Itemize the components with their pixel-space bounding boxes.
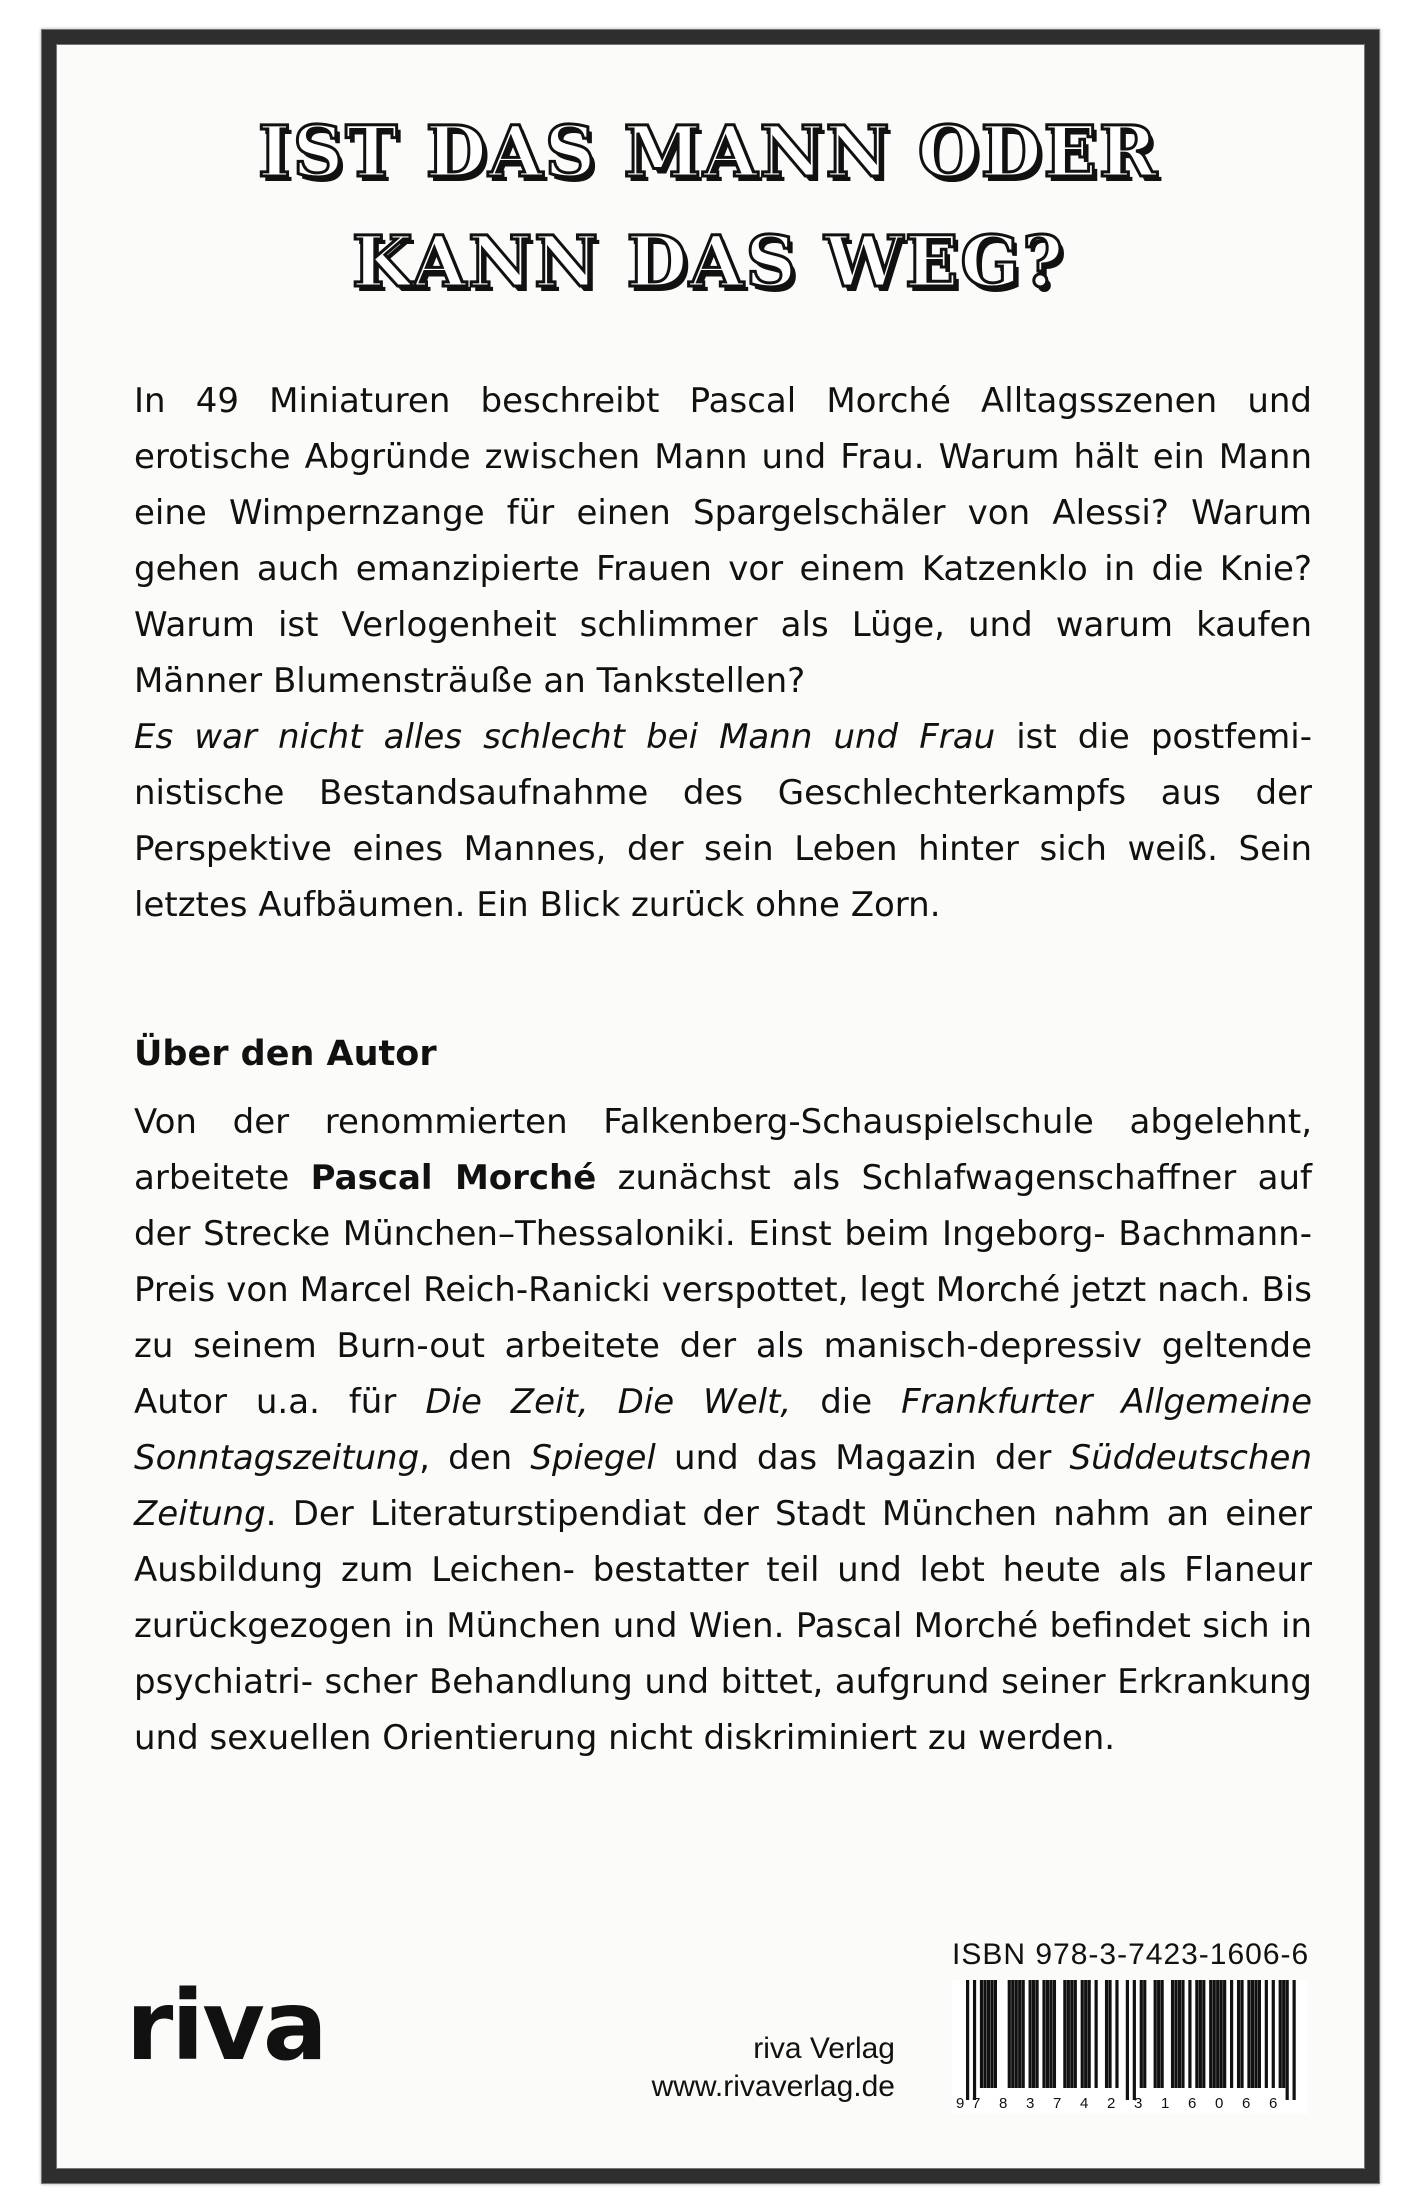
barcode-bar (1195, 1980, 1198, 2088)
barcode-bar (1049, 1980, 1052, 2088)
blurb-line: nistische Bestandsaufnahme des Geschlechterkampfs aus der (134, 773, 1312, 813)
author-heading: Über den Autor (134, 1034, 437, 1074)
bio-line: bestatter teil und lebt heute als Flaneur zurückgezogen in (134, 1550, 1313, 1646)
barcode-bar (1011, 1980, 1014, 2088)
publication-italic: Süddeutschen Zeitung (134, 1438, 1312, 1534)
barcode-bar (983, 1980, 986, 2088)
barcode-digit: 7 (972, 2095, 981, 2112)
barcode-bar (1272, 1980, 1275, 2088)
bio-line: das Magazin der (756, 1438, 1070, 1478)
barcode-bar (980, 1980, 983, 2088)
blurb-line: Perspektive eines Mannes, der sein Leben hinter sich weiß. (134, 829, 1218, 869)
barcode-bar (1171, 1980, 1174, 2088)
barcode-bar (1174, 1980, 1177, 2088)
bio-line: Von der renommierten Falkenberg-Schauspielschule abgelehnt, (134, 1102, 1312, 1142)
bio-line: scher Behandlung und bittet, aufgrund seiner Erkrankung und (134, 1662, 1312, 1758)
headline-line-2: KANN DAS WEG? (351, 220, 1066, 303)
barcode-bar (1143, 1980, 1146, 2088)
blurb-line: in die Knie? Warum ist Verlogenheit schlimmer als Lüge, und (134, 549, 1313, 645)
barcode-bar (1105, 1980, 1108, 2088)
barcode-bar (1199, 1980, 1202, 2088)
barcode-bar (1223, 1980, 1226, 2088)
barcode-bar (1216, 1980, 1219, 2088)
barcode-bar (1237, 1980, 1240, 2088)
barcode-bar (1254, 1980, 1257, 2088)
barcode-bar (1265, 1980, 1268, 2088)
barcode-digit: 0 (1215, 2095, 1224, 2112)
blurb-line: warum kaufen Männer Blumensträuße an Tankstellen? (134, 605, 1312, 701)
blurb-line: Warum gehen auch emanzipierte Frauen vor einem Katzenklo (134, 493, 1312, 589)
barcode-bar (1178, 1980, 1181, 2088)
bio-line: Morché jetzt nach. Bis zu seinem Burn-out arbeitete der als (134, 1270, 1313, 1366)
bio-line: sexuellen Orientierung nicht diskriminiert zu werden. (209, 1718, 1116, 1758)
bio-line: , den (419, 1438, 531, 1478)
barcode-bar (1053, 1980, 1056, 2088)
barcode-digit: 3 (1026, 2095, 1035, 2112)
barcode (952, 1980, 1307, 2114)
book-title-italic: Es war nicht alles schlecht bei Mann und Frau (134, 717, 996, 757)
author-bio-paragraph (134, 1094, 1312, 1766)
barcode-bar (990, 1980, 993, 2088)
isbn-label: ISBN 978-3-7423-1606-6 (952, 1938, 1310, 1971)
barcode-bar (1220, 1980, 1223, 2088)
barcode-bar (1279, 1980, 1282, 2088)
barcode-bar (1015, 1980, 1018, 2088)
blurb-line: ist die postfemi- (995, 717, 1312, 757)
bio-line: . Der Literaturstipendiat (265, 1494, 687, 1534)
barcode-bar (1161, 1980, 1164, 2088)
barcode-bar (1088, 1980, 1091, 2088)
barcode-bar (1213, 1980, 1216, 2088)
bio-line: der Stadt München nahm an einer Ausbildung zum Leichen- (134, 1494, 1312, 1590)
barcode-bar (973, 1980, 976, 2100)
barcode-bar (1140, 1980, 1143, 2088)
barcode-bar (1108, 1980, 1111, 2088)
barcode-digit: 4 (1080, 2095, 1089, 2112)
bio-line: zunächst als Schlafwagenschaffner (596, 1158, 1237, 1198)
headline-line-1: IST DAS MANN ODER (257, 110, 1160, 193)
bio-line: auf der Strecke München–Thessaloniki. Einst beim Ingeborg- (134, 1158, 1312, 1254)
barcode-digit: 6 (1242, 2095, 1251, 2112)
barcode-bar (1282, 1980, 1285, 2088)
barcode-bar (1067, 1980, 1070, 2088)
barcode-digit: 8 (999, 2095, 1008, 2112)
barcode-digit: 7 (1053, 2095, 1062, 2112)
publication-italic: Frankfurter Allgemeine Sonntagszeitung (134, 1382, 1313, 1478)
barcode-bar (1115, 1980, 1118, 2088)
barcode-bar (1157, 1980, 1160, 2088)
barcode-digit: 2 (1107, 2095, 1116, 2112)
blurb-line: Mann eine Wimpernzange für einen Spargelschäler von Alessi? (134, 437, 1312, 533)
bio-line: manisch-depressiv geltende Autor u.a. für (134, 1326, 1313, 1422)
blurb-line: In 49 Miniaturen beschreibt Pascal Morché Alltagsszenen und (134, 381, 1312, 421)
barcode-bar (1042, 1980, 1045, 2088)
barcode-bar (1032, 1980, 1035, 2088)
barcode-bar (1286, 1980, 1289, 2100)
barcode-digit: 3 (1134, 2095, 1143, 2112)
barcode-bar (1230, 1980, 1233, 2088)
barcode-bar (1074, 1980, 1077, 2088)
author-name-bold: Pascal Morché (310, 1158, 597, 1198)
bio-line: arbeitete (134, 1158, 311, 1198)
barcode-digit: 6 (1269, 2095, 1278, 2112)
barcode-bar (1188, 1980, 1191, 2088)
publisher-url: www.rivaverlag.de (651, 2070, 895, 2103)
barcode-bar (1181, 1980, 1184, 2088)
barcode-bar (1063, 1980, 1066, 2088)
blurb-line: erotische Abgründe zwischen Mann und Frau. Warum hält ein (134, 437, 1205, 477)
barcode-bar (1154, 1980, 1157, 2088)
publication-italic: Spiegel (530, 1438, 656, 1478)
barcode-bar (1070, 1980, 1073, 2088)
bio-line: und (655, 1438, 739, 1478)
bio-line: Bachmann-Preis von Marcel Reich-Ranicki verspottet, legt (134, 1214, 1312, 1310)
blurb-line: Sein letztes Aufbäumen. Ein Blick zurück ohne Zorn. (134, 829, 1313, 925)
bio-line: München und Wien. Pascal Morché befindet sich in psychiatri- (134, 1606, 1312, 1702)
barcode-bar (1202, 1980, 1205, 2088)
barcode-bar (1095, 1980, 1098, 2088)
publisher-info (560, 2030, 895, 2106)
barcode-bar (1008, 1980, 1011, 2088)
barcode-bar (1133, 1980, 1136, 2100)
barcode-bar (1247, 1980, 1250, 2088)
barcode-bar (1251, 1980, 1254, 2088)
barcode-bar (1029, 1980, 1032, 2088)
bio-line: die (820, 1382, 902, 1422)
barcode-bar (1293, 1980, 1296, 2100)
barcode-digit: 1 (1161, 2095, 1170, 2112)
barcode-bar (1046, 1980, 1049, 2088)
riva-logo: riva (126, 1970, 326, 2082)
barcode-bar (966, 1980, 969, 2100)
barcode-digit: 6 (1188, 2095, 1197, 2112)
barcode-digit: 9 (956, 2095, 965, 2112)
barcode-bar (1022, 1980, 1025, 2088)
barcode-bar (1240, 1980, 1243, 2088)
publication-italic: Die Zeit, Die Welt, (425, 1382, 792, 1422)
barcode-bar (1081, 1980, 1084, 2088)
barcode-bar (1258, 1980, 1261, 2088)
barcode-bar (1035, 1980, 1038, 2088)
barcode-bar (987, 1980, 990, 2088)
blurb-paragraph (134, 373, 1312, 933)
barcode-bar (994, 1980, 997, 2088)
barcode-bar (1126, 1980, 1129, 2100)
barcode-bar (1084, 1980, 1087, 2088)
barcode-bar (1018, 1980, 1021, 2088)
publisher-name: riva Verlag (753, 2032, 895, 2065)
barcode-bar (1209, 1980, 1212, 2088)
